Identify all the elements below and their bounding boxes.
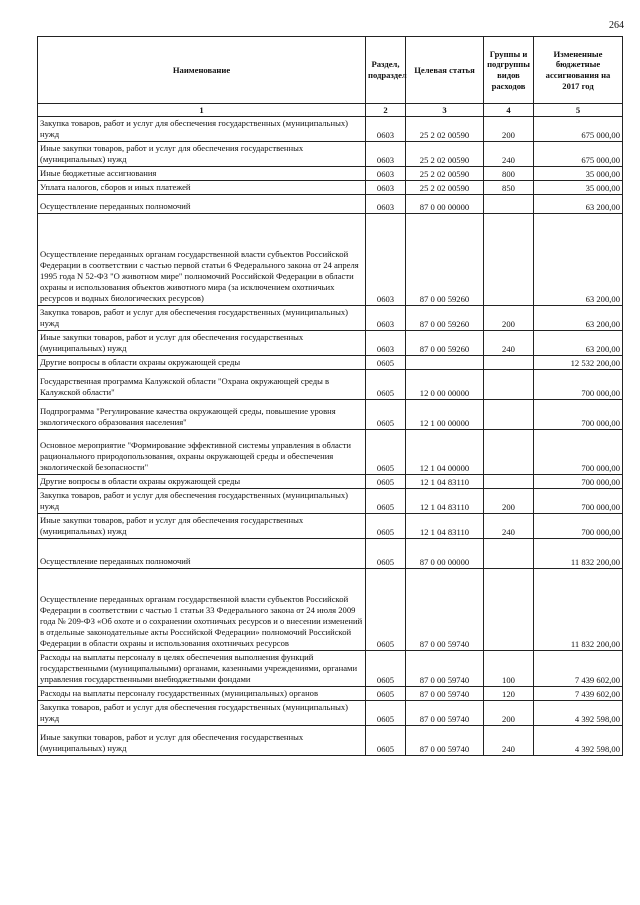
table-row <box>38 539 623 569</box>
table-row <box>38 687 623 701</box>
row-section: 0605 <box>366 651 406 687</box>
row-group <box>484 400 534 430</box>
row-name: Государственная программа Калужской области "Охрана окружающей среды в Калужской области" <box>38 370 366 400</box>
row-amount: 63 200,00 <box>534 306 623 331</box>
row-target: 87 0 00 00000 <box>406 539 484 569</box>
row-target: 12 1 04 83110 <box>406 475 484 489</box>
row-name: Осуществление переданных полномочий <box>38 539 366 569</box>
column-numbers-row <box>38 104 623 117</box>
row-group <box>484 214 534 306</box>
table-row <box>38 167 623 181</box>
row-target: 12 1 04 83110 <box>406 514 484 539</box>
col-number: 5 <box>534 104 623 117</box>
row-amount: 35 000,00 <box>534 167 623 181</box>
row-group <box>484 195 534 214</box>
row-amount: 7 439 602,00 <box>534 651 623 687</box>
row-name: Осуществление переданных полномочий <box>38 195 366 214</box>
row-section: 0603 <box>366 117 406 142</box>
table-row <box>38 117 623 142</box>
row-group: 240 <box>484 726 534 756</box>
row-target: 87 0 00 59740 <box>406 687 484 701</box>
row-section: 0605 <box>366 701 406 726</box>
row-amount: 675 000,00 <box>534 117 623 142</box>
row-target: 87 0 00 00000 <box>406 195 484 214</box>
table-row <box>38 514 623 539</box>
row-section: 0605 <box>366 475 406 489</box>
table-row <box>38 142 623 167</box>
row-name: Расходы на выплаты персоналу государственных (муниципальных) органов <box>38 687 366 701</box>
header-amount: Измененные бюджетные ассигнования на 2017 год <box>534 37 623 104</box>
row-target: 87 0 00 59260 <box>406 331 484 356</box>
row-amount: 35 000,00 <box>534 181 623 195</box>
row-name: Закупка товаров, работ и услуг для обеспечения государственных (муниципальных) нужд <box>38 306 366 331</box>
row-section: 0605 <box>366 370 406 400</box>
row-section: 0603 <box>366 142 406 167</box>
row-section: 0605 <box>366 489 406 514</box>
row-target: 87 0 00 59740 <box>406 726 484 756</box>
row-amount: 700 000,00 <box>534 430 623 475</box>
row-group: 850 <box>484 181 534 195</box>
row-target: 25 2 02 00590 <box>406 117 484 142</box>
row-name: Закупка товаров, работ и услуг для обеспечения государственных (муниципальных) нужд <box>38 701 366 726</box>
table-row <box>38 400 623 430</box>
page-number: 264 <box>609 20 624 31</box>
row-target: 25 2 02 00590 <box>406 167 484 181</box>
row-amount: 700 000,00 <box>534 475 623 489</box>
row-target: 12 1 00 00000 <box>406 400 484 430</box>
row-section: 0605 <box>366 726 406 756</box>
row-group: 240 <box>484 142 534 167</box>
row-amount: 700 000,00 <box>534 370 623 400</box>
row-section: 0603 <box>366 167 406 181</box>
row-amount: 63 200,00 <box>534 331 623 356</box>
row-target: 87 0 00 59260 <box>406 306 484 331</box>
budget-table <box>37 36 623 756</box>
row-amount: 63 200,00 <box>534 214 623 306</box>
row-amount: 7 439 602,00 <box>534 687 623 701</box>
row-target: 87 0 00 59260 <box>406 214 484 306</box>
table-row <box>38 370 623 400</box>
row-amount: 63 200,00 <box>534 195 623 214</box>
table-row <box>38 569 623 651</box>
row-section: 0603 <box>366 195 406 214</box>
table-row <box>38 214 623 306</box>
row-target: 87 0 00 59740 <box>406 569 484 651</box>
row-name: Осуществление переданных органам государственной власти субъектов Российской Федерации в соответствии с частью 1 статьи 33 Федерального закона от 24 июля 2009 года № 209-ФЗ «Об охоте и о сохранении охотничьих ресурсов и о внесении изменений в отдельные законодательные акты Российской Федерации» полномочий Российской Федерации в области охраны и использования охотничьих ресурсов <box>38 569 366 651</box>
row-name: Иные бюджетные ассигнования <box>38 167 366 181</box>
row-name: Закупка товаров, работ и услуг для обеспечения государственных (муниципальных) нужд <box>38 117 366 142</box>
row-section: 0603 <box>366 306 406 331</box>
row-amount: 700 000,00 <box>534 400 623 430</box>
row-name: Другие вопросы в области охраны окружающей среды <box>38 356 366 370</box>
table-row <box>38 331 623 356</box>
row-group <box>484 356 534 370</box>
table-header <box>38 37 623 117</box>
row-section: 0605 <box>366 400 406 430</box>
row-amount: 4 392 598,00 <box>534 726 623 756</box>
row-section: 0605 <box>366 514 406 539</box>
col-number: 1 <box>38 104 366 117</box>
row-amount: 11 832 200,00 <box>534 539 623 569</box>
row-target: 25 2 02 00590 <box>406 142 484 167</box>
col-number: 3 <box>406 104 484 117</box>
table-row <box>38 181 623 195</box>
table-row <box>38 726 623 756</box>
row-target: 25 2 02 00590 <box>406 181 484 195</box>
row-group <box>484 569 534 651</box>
row-group <box>484 539 534 569</box>
row-group: 200 <box>484 306 534 331</box>
row-name: Закупка товаров, работ и услуг для обеспечения государственных (муниципальных) нужд <box>38 489 366 514</box>
row-target <box>406 356 484 370</box>
header-groups: Группы и подгруппы видов расходов <box>484 37 534 104</box>
row-target: 12 1 04 00000 <box>406 430 484 475</box>
row-section: 0605 <box>366 356 406 370</box>
row-group: 200 <box>484 117 534 142</box>
row-section: 0605 <box>366 569 406 651</box>
row-group: 120 <box>484 687 534 701</box>
table-row <box>38 195 623 214</box>
row-section: 0603 <box>366 331 406 356</box>
row-amount: 11 832 200,00 <box>534 569 623 651</box>
row-group: 100 <box>484 651 534 687</box>
row-name: Иные закупки товаров, работ и услуг для обеспечения государственных (муниципальных) нужд <box>38 142 366 167</box>
row-amount: 12 532 200,00 <box>534 356 623 370</box>
row-amount: 700 000,00 <box>534 489 623 514</box>
row-name: Другие вопросы в области охраны окружающей среды <box>38 475 366 489</box>
row-group <box>484 430 534 475</box>
table-row <box>38 430 623 475</box>
row-name: Иные закупки товаров, работ и услуг для обеспечения государственных (муниципальных) нужд <box>38 331 366 356</box>
row-section: 0605 <box>366 539 406 569</box>
row-group: 200 <box>484 489 534 514</box>
row-name: Уплата налогов, сборов и иных платежей <box>38 181 366 195</box>
row-section: 0605 <box>366 687 406 701</box>
header-name: Наименование <box>38 37 366 104</box>
row-name: Расходы на выплаты персоналу в целях обеспечения выполнения функций государственными (муниципальными) органами, казенными учреждениями, органами управления государственными внебюджетными фондами <box>38 651 366 687</box>
row-group: 240 <box>484 331 534 356</box>
row-target: 87 0 00 59740 <box>406 651 484 687</box>
row-amount: 700 000,00 <box>534 514 623 539</box>
row-amount: 4 392 598,00 <box>534 701 623 726</box>
col-number: 2 <box>366 104 406 117</box>
row-group: 800 <box>484 167 534 181</box>
row-section: 0603 <box>366 214 406 306</box>
row-name: Осуществление переданных органам государственной власти субъектов Российской Федерации в соответствии с частью первой статьи 6 Федерального закона от 24 апреля 1995 года N 52-ФЗ "О животном мире" полномочий Российской Федерации в области охраны и использования объектов животного мира (за исключением охотничьих ресурсов и водных биологических ресурсов) <box>38 214 366 306</box>
table-row <box>38 306 623 331</box>
row-target: 12 0 00 00000 <box>406 370 484 400</box>
row-target: 12 1 04 83110 <box>406 489 484 514</box>
row-group: 240 <box>484 514 534 539</box>
row-group: 200 <box>484 701 534 726</box>
table-row <box>38 651 623 687</box>
table-row <box>38 701 623 726</box>
col-number: 4 <box>484 104 534 117</box>
table-row <box>38 489 623 514</box>
row-section: 0605 <box>366 430 406 475</box>
row-target: 87 0 00 59740 <box>406 701 484 726</box>
row-amount: 675 000,00 <box>534 142 623 167</box>
table-body <box>38 117 623 756</box>
header-section: Раздел, подраздел <box>366 37 406 104</box>
row-group <box>484 370 534 400</box>
header-target: Целевая статья <box>406 37 484 104</box>
row-name: Основное мероприятие "Формирование эффективной системы управления в области рационального природопользования, охраны окружающей среды и обеспечения экологической безопасности" <box>38 430 366 475</box>
row-name: Иные закупки товаров, работ и услуг для обеспечения государственных (муниципальных) нужд <box>38 514 366 539</box>
table-row <box>38 475 623 489</box>
row-section: 0603 <box>366 181 406 195</box>
table-row <box>38 356 623 370</box>
row-name: Подпрограмма "Регулирование качества окружающей среды, повышение уровня экологического образования населения" <box>38 400 366 430</box>
row-group <box>484 475 534 489</box>
row-name: Иные закупки товаров, работ и услуг для обеспечения государственных (муниципальных) нужд <box>38 726 366 756</box>
